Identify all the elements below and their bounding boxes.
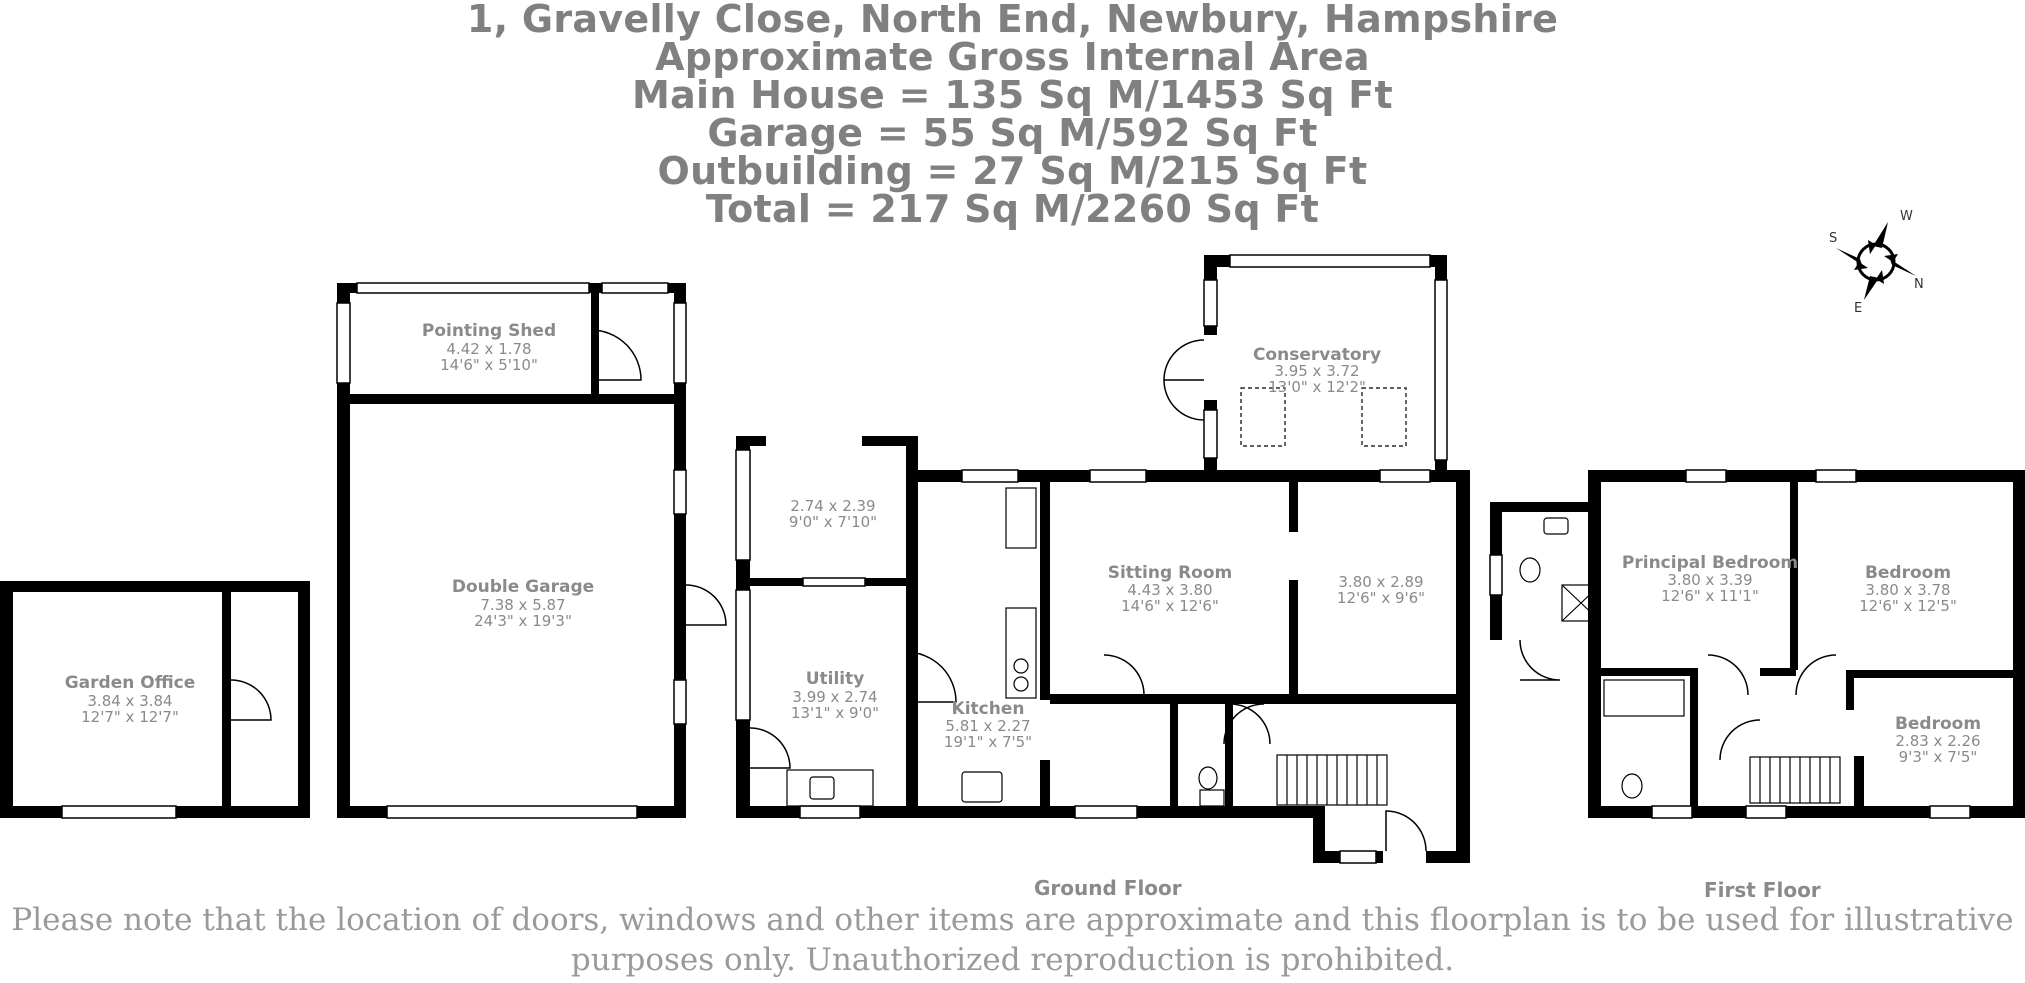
compass-w: W [1900, 209, 1913, 224]
compass-n: N [1914, 277, 1924, 292]
utility-imperial: 13'1" x 9'0" [790, 704, 880, 722]
double-garage-metric: 7.38 x 5.87 [480, 596, 566, 614]
utility-metric: 3.99 x 2.74 [792, 688, 878, 706]
kitchen-metric: 5.81 x 2.27 [945, 717, 1031, 735]
store-imperial: 9'0" x 7'10" [788, 513, 878, 531]
first-floor-label: First Floor [1704, 878, 1821, 902]
compass-e: E [1854, 301, 1863, 316]
dining-imperial: 12'6" x 9'6" [1336, 589, 1426, 607]
compass-icon [1829, 209, 1924, 316]
disclaimer-line-2: purposes only. Unauthorized reproduction is prohibited. [570, 942, 1455, 978]
bedroom-2-metric: 3.80 x 3.78 [1865, 581, 1951, 599]
stairs [1277, 755, 1840, 805]
principal-bedroom-name: Principal Bedroom [1621, 553, 1799, 573]
disclaimer-line-1: Please note that the location of doors, windows and other items are approximate and this floorplan is to be used for illustrative [11, 902, 2014, 938]
bedroom-2-imperial: 12'6" x 12'5" [1859, 597, 1957, 615]
dining-metric: 3.80 x 2.89 [1338, 573, 1424, 591]
fixtures [787, 388, 1684, 806]
double-garage-name: Double Garage [451, 577, 595, 597]
sitting-room-name: Sitting Room [1107, 563, 1233, 583]
bedroom-3-name: Bedroom [1894, 714, 1982, 734]
sitting-room-imperial: 14'6" x 12'6" [1121, 597, 1219, 615]
ground-floor-label: Ground Floor [1034, 876, 1182, 900]
main-house-area: Main House = 135 Sq M/1453 Sq Ft [632, 73, 1393, 117]
kitchen-imperial: 19'1" x 7'5" [943, 733, 1033, 751]
kitchen-name: Kitchen [951, 699, 1025, 719]
store-metric: 2.74 x 2.39 [790, 497, 876, 515]
pointing-shed-name: Pointing Shed [421, 321, 557, 341]
bedroom-3-imperial: 9'3" x 7'5" [1898, 748, 1978, 766]
garden-office-metric: 3.84 x 3.84 [87, 692, 173, 710]
bedroom-2-name: Bedroom [1864, 563, 1952, 583]
principal-bedroom-metric: 3.80 x 3.39 [1667, 571, 1753, 589]
disclaimer [0, 900, 2025, 980]
total-area: Total = 217 Sq M/2260 Sq Ft [705, 187, 1320, 231]
double-garage-imperial: 24'3" x 19'3" [474, 612, 572, 630]
garden-office-name: Garden Office [64, 673, 196, 693]
garden-office-imperial: 12'7" x 12'7" [81, 708, 179, 726]
conservatory-metric: 3.95 x 3.72 [1274, 362, 1360, 380]
conservatory-imperial: 13'0" x 12'2" [1268, 378, 1366, 396]
principal-bedroom-imperial: 12'6" x 11'1" [1661, 587, 1759, 605]
outbuilding-area: Outbuilding = 27 Sq M/215 Sq Ft [657, 149, 1368, 193]
bedroom-3-metric: 2.83 x 2.26 [1895, 732, 1981, 750]
property-address: 1, Gravelly Close, North End, Newbury, Hampshire [466, 0, 1559, 41]
conservatory-name: Conservatory [1252, 345, 1382, 365]
garage-area: Garage = 55 Sq M/592 Sq Ft [707, 111, 1318, 155]
pointing-shed-metric: 4.42 x 1.78 [446, 340, 532, 358]
pointing-shed-imperial: 14'6" x 5'10" [440, 356, 538, 374]
area-title: Approximate Gross Internal Area [655, 35, 1370, 79]
sitting-room-metric: 4.43 x 3.80 [1127, 581, 1213, 599]
utility-name: Utility [805, 669, 865, 689]
compass-s: S [1829, 231, 1838, 246]
